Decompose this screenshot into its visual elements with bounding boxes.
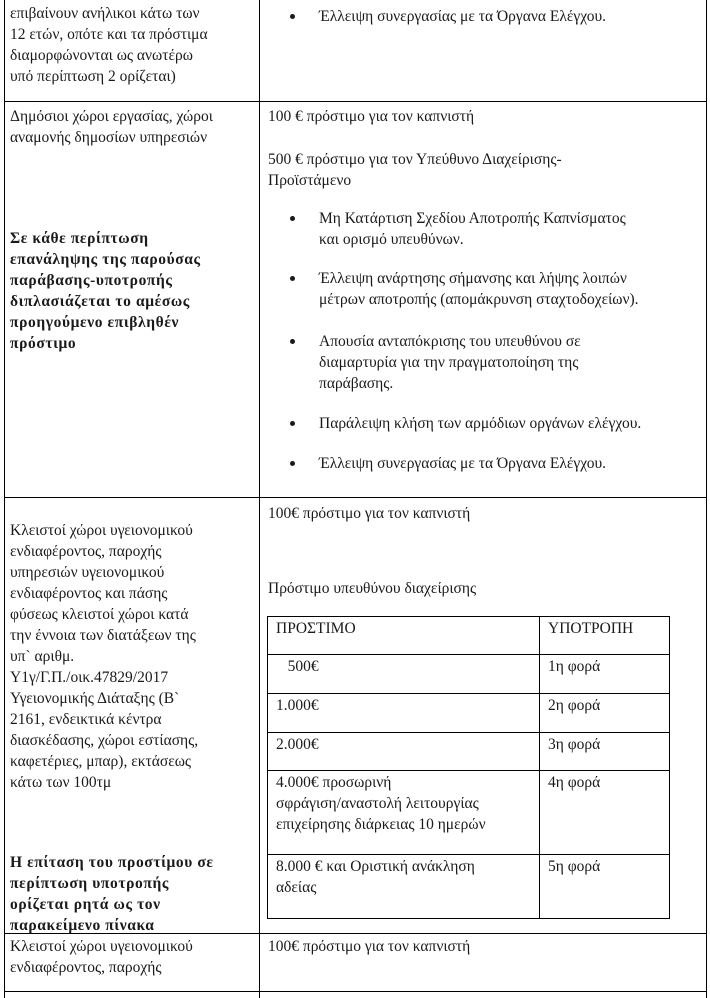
text-line: υπό περίπτωση 2 ορίζεται) <box>10 68 176 85</box>
text-line: διαμορφώνονται ως ανωτέρω <box>10 47 193 64</box>
row2-smoker-fine: 100€ πρόστιμο για τον καπνιστή <box>268 505 471 522</box>
list-item-text: μέτρων αποτροπής (απομάκρυνση σταχτοδοχείων). <box>319 291 639 308</box>
fine-cell <box>268 733 540 771</box>
fine-cell <box>268 771 540 855</box>
smoker-fine: 100 € πρόστιμο για τον καπνιστή <box>268 108 475 125</box>
text-line: διασκέδασης, χώροι εστίασης, <box>10 732 199 749</box>
text-line: υπηρεσιών υγειονομικού <box>10 564 165 581</box>
list-item <box>268 331 700 394</box>
row2-recurrence-note <box>10 852 250 936</box>
fine-cell <box>268 855 540 919</box>
row3-smoker-fine: 100€ πρόστιμο για τον καπνιστή <box>268 938 471 955</box>
fine-text: 1.000€ <box>276 697 319 714</box>
text-line: διπλασιάζεται το αμέσως <box>10 293 190 310</box>
list-item-text: Απουσία ανταπόκρισης του υπευθύνου σε <box>319 333 581 350</box>
row0-penalties <box>268 6 700 27</box>
column-header-fine: ΠΡΟΣΤΙΜΟ <box>268 617 540 655</box>
recurrence-cell: 3η φορά <box>540 733 670 771</box>
fine-text: σφράγιση/αναστολή λειτουργίας <box>276 795 479 812</box>
text-line: επανάληψης της παρούσας <box>10 251 201 268</box>
text-line: Κλειστοί χώροι υγειονομικού <box>10 522 193 539</box>
text-line: κάτω των 100τμ <box>10 774 112 791</box>
table-column-divider <box>259 0 260 998</box>
list-item-text: Έλλειψη ανάρτησης σήμανσης και λήψης λοιπών <box>319 270 627 287</box>
text-line: Σε κάθε περίπτωση <box>10 230 149 247</box>
table-left-border <box>4 0 5 998</box>
violation-list <box>268 208 700 474</box>
recurrence-cell: 4η φορά <box>540 771 670 855</box>
text-line: καφετέριες, μπαρ), εκτάσεως <box>10 753 192 770</box>
text-line: Υγειονομικής Διάταξης (Β` <box>10 690 180 707</box>
row1-repeat-note <box>10 228 250 354</box>
bullet-icon <box>290 216 295 221</box>
text-line: περίπτωση υποτροπής <box>10 875 169 892</box>
text-line: παρακείμενο πίνακα <box>10 917 155 934</box>
text-line: Η επίταση του προστίμου σε <box>10 854 214 871</box>
row0-description <box>10 3 250 87</box>
row-divider <box>4 497 707 498</box>
row2-description <box>10 520 250 793</box>
text-line: ορίζεται ρητά ως τον <box>10 896 161 913</box>
text-line: Υ1γ/Γ.Π./οικ.47829/2017 <box>10 669 169 686</box>
text-line: φύσεως κλειστοί χώροι κατά <box>10 606 189 623</box>
row1-penalties <box>268 106 700 191</box>
bullet-icon <box>290 339 295 344</box>
recurrence-cell: 5η φορά <box>540 855 670 919</box>
text-line: Προϊστάμενο <box>268 172 352 189</box>
text-line: υπ` αριθμ. <box>10 648 75 665</box>
row2-manager-fine: Πρόστιμο υπευθύνου διαχείρισης <box>268 580 477 597</box>
recurrence-cell: 2η φορά <box>540 694 670 733</box>
recurrence-fine-table <box>267 616 670 919</box>
bullet-icon <box>290 421 295 426</box>
list-item <box>268 453 700 474</box>
text-line: Κλειστοί χώροι υγειονομικού <box>10 938 193 955</box>
fine-text: 4.000€ προσωρινή <box>276 774 392 791</box>
text-line: ενδιαφέροντος, παροχής <box>10 959 162 976</box>
table-right-border <box>706 0 707 998</box>
list-item-text: Μη Κατάρτιση Σχεδίου Αποτροπής Καπνίσματος <box>319 210 626 227</box>
row-divider <box>4 101 707 102</box>
row1-description <box>10 106 250 148</box>
fine-text: 500€ <box>276 658 319 675</box>
text-line: πρόστιμο <box>10 335 77 352</box>
bullet-icon <box>290 276 295 281</box>
row3-description <box>10 936 250 978</box>
fine-cell <box>268 694 540 733</box>
list-item-text: παράβασης. <box>319 375 394 392</box>
text-line: παράβασης-υποτροπής <box>10 272 173 289</box>
table-row <box>268 771 670 855</box>
fine-text: 2.000€ <box>276 736 319 753</box>
violation-list <box>268 6 700 27</box>
list-item-text: διαμαρτυρία για την πραγματοποίηση της <box>319 354 579 371</box>
table-row <box>268 733 670 771</box>
text-line: ενδιαφέροντος, παροχής <box>10 543 162 560</box>
list-item-text: Παράλειψη κλήση των αρμόδιων οργάνων ελέγχου. <box>319 415 642 432</box>
list-item-text: και ορισμό υπευθύνων. <box>319 231 464 248</box>
table-row <box>268 694 670 733</box>
list-item-text: Έλλειψη συνεργασίας με τα Όργανα Ελέγχου. <box>319 455 607 472</box>
list-item <box>268 268 700 310</box>
text-line: επιβαίνουν ανήλικοι κάτω των <box>10 5 200 22</box>
text-line: Δημόσιοι χώροι εργασίας, χώροι <box>10 108 213 125</box>
list-item <box>268 413 700 434</box>
text-line: 2161, ενδεικτικά κέντρα <box>10 711 162 728</box>
text-line: 500 € πρόστιμο για τον Υπεύθυνο Διαχείρισης- <box>268 151 562 168</box>
table-row <box>268 855 670 919</box>
column-header-recurrence: ΥΠΟΤΡΟΠΗ <box>540 617 670 655</box>
text-line: αναμονής δημοσίων υπηρεσιών <box>10 129 208 146</box>
text-line: 12 ετών, οπότε και τα πρόστιμα <box>10 26 208 43</box>
list-item <box>268 6 700 27</box>
text-line: ενδιαφέροντος και πάσης <box>10 585 168 602</box>
table-row <box>268 655 670 694</box>
recurrence-cell: 1η φορά <box>540 655 670 694</box>
table-header-row <box>268 617 670 655</box>
bullet-icon <box>290 461 295 466</box>
fine-cell <box>268 655 540 694</box>
list-item-text: Έλλειψη συνεργασίας με τα Όργανα Ελέγχου. <box>319 8 607 25</box>
text-line: την έννοια των διατάξεων της <box>10 627 196 644</box>
fine-text: 8.000 € και Οριστική ανάκληση <box>276 858 475 875</box>
fine-text: επιχείρησης διάρκειας 10 ημερών <box>276 816 486 833</box>
table-bottom-border <box>4 991 707 992</box>
list-item <box>268 208 700 250</box>
bullet-icon <box>290 14 295 19</box>
fine-text: αδείας <box>276 879 317 896</box>
text-line: προηγούμενο επιβληθέν <box>10 314 180 331</box>
manager-fine <box>268 149 700 191</box>
